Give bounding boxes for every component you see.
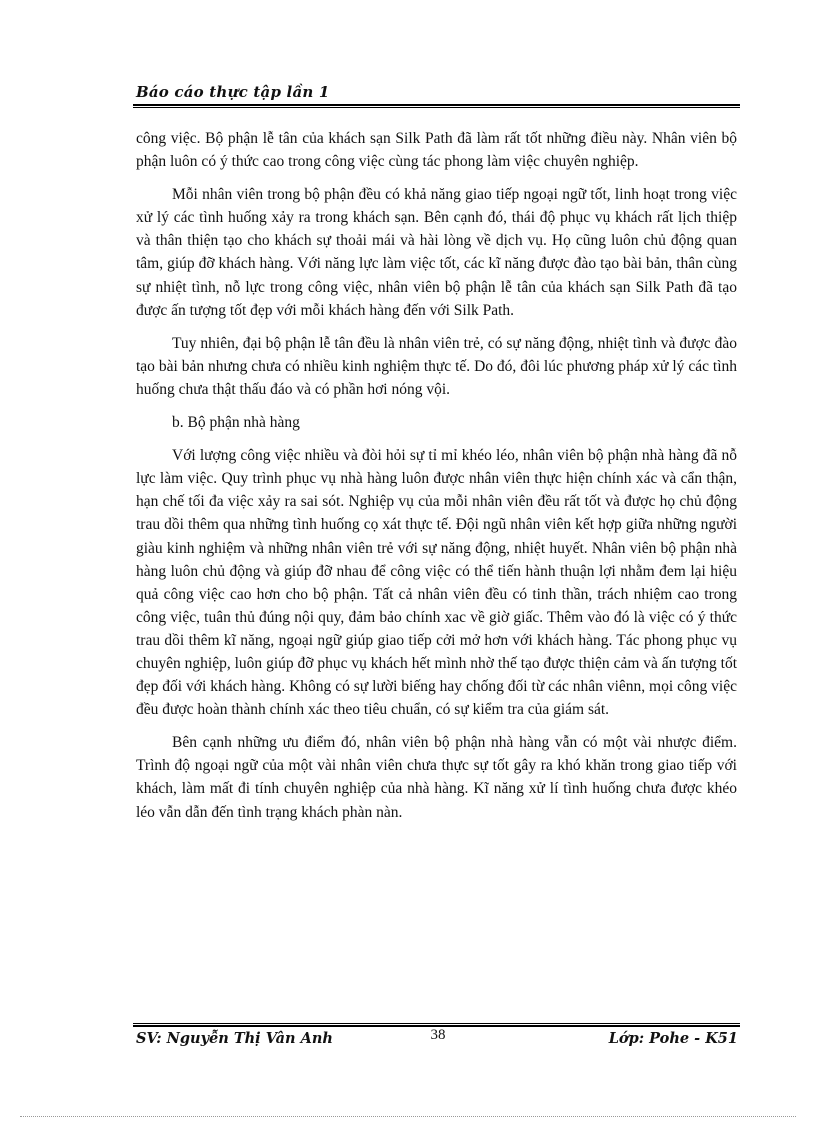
paragraph: Với lượng công việc nhiều và đòi hỏi sự tỉ mỉ khéo léo, nhân viên bộ phận nhà hàng đã nỗ lực làm việc. Quy trình phục vụ nhà hàng luôn được nhân viên thực hiện chính xác và cẩn thận, hạn chế tối đa việc xảy ra sai sót. Nghiệp vụ của mỗi nhân viên đều rất tốt và được họ chủ động trau dồi thêm qua những tình huống cọ xát thực tế. Đội ngũ nhân viên kết hợp giữa những người giàu kinh nghiệm và những nhân viên trẻ với sự năng động, nhiệt huyết. Nhân viên bộ phận nhà hàng luôn chủ động và giúp đỡ nhau để công việc có thể tiến hành thuận lợi nhằm đem lại hiệu quả công việc cao hơn cho bộ phận. Tất cả nhân viên đều có tinh thần, trách nhiệm cao trong công việc, tuân thủ đúng nội quy, đảm bảo chính xac về giờ giấc. Thêm vào đó là việc có ý thức trau dồi thêm kĩ năng, ngoại ngữ giúp giao tiếp cởi mở hơn với khách hàng. Tác phong phục vụ chuyên nghiệp, luôn giúp đỡ phục vụ khách hết mình nhờ thế tạo được thiện cảm và ấn tượng tốt đẹp đối với khách hàng. Không có sự lười biếng hay chống đối từ các nhân viênn, mọi công việc đều được hoàn thành chính xác theo tiêu chuẩn, có sự kiểm tra của giám sát.	[136, 447, 737, 719]
paragraph: Bên cạnh những ưu điểm đó, nhân viên bộ phận nhà hàng vẫn có một vài nhược điểm. Trình độ ngoại ngữ của một vài nhân viên chưa thực sự tốt gây ra khó khăn trong giao tiếp với khách, làm mất đi tính chuyên nghiệp của nhà hàng. Kĩ năng xử lí tình huống chưa được khéo léo vẫn dẫn đến tình trạng khách phàn nàn.	[136, 734, 737, 821]
paragraph: Tuy nhiên, đại bộ phận lễ tân đều là nhân viên trẻ, có sự năng động, nhiệt tình và được đào tạo bài bản nhưng chưa có nhiều kinh nghiệm thực tế. Do đó, đôi lúc phương pháp xử lý các tình huống chưa thật thấu đáo và có phần hơi nóng vội.	[136, 334, 737, 398]
header-divider	[133, 104, 740, 108]
page-bottom-border	[20, 1116, 796, 1117]
document-body	[136, 127, 737, 834]
section-heading-restaurant: b. Bộ phận nhà hàng	[172, 414, 300, 432]
page-number: 38	[430, 1027, 446, 1043]
page-header-title: Báo cáo thực tập lần 1	[136, 83, 330, 101]
paragraph-continuation: công việc. Bộ phận lễ tân của khách sạn Silk Path đã làm rất tốt những điều này. Nhân viên bộ phận luôn có ý thức cao trong công việc cùng tác phong làm việc chuyên nghiệp.	[136, 130, 737, 171]
paragraph: Mỗi nhân viên trong bộ phận đều có khả năng giao tiếp ngoại ngữ tốt, linh hoạt trong việc xử lý các tình huống xảy ra trong khách sạn. Bên cạnh đó, thái độ phục vụ khách rất lịch thiệp và thân thiện tạo cho khách sự thoải mái và hài lòng về dịch vụ. Họ cũng luôn chủ động quan tâm, giúp đỡ khách hàng. Với năng lực làm việc tốt, các kĩ năng được đào tạo bài bản, thân cùng sự nhiệt tình, nỗ lực trong công việc, nhân viên bộ phận lễ tân của khách sạn Silk Path đã tạo được ấn tượng tốt đẹp với mỗi khách hàng đến với Silk Path.	[136, 186, 737, 319]
footer-class: Lớp: Pohe - K51	[608, 1030, 738, 1047]
footer-student-name: SV: Nguyễn Thị Vân Anh	[136, 1030, 333, 1047]
